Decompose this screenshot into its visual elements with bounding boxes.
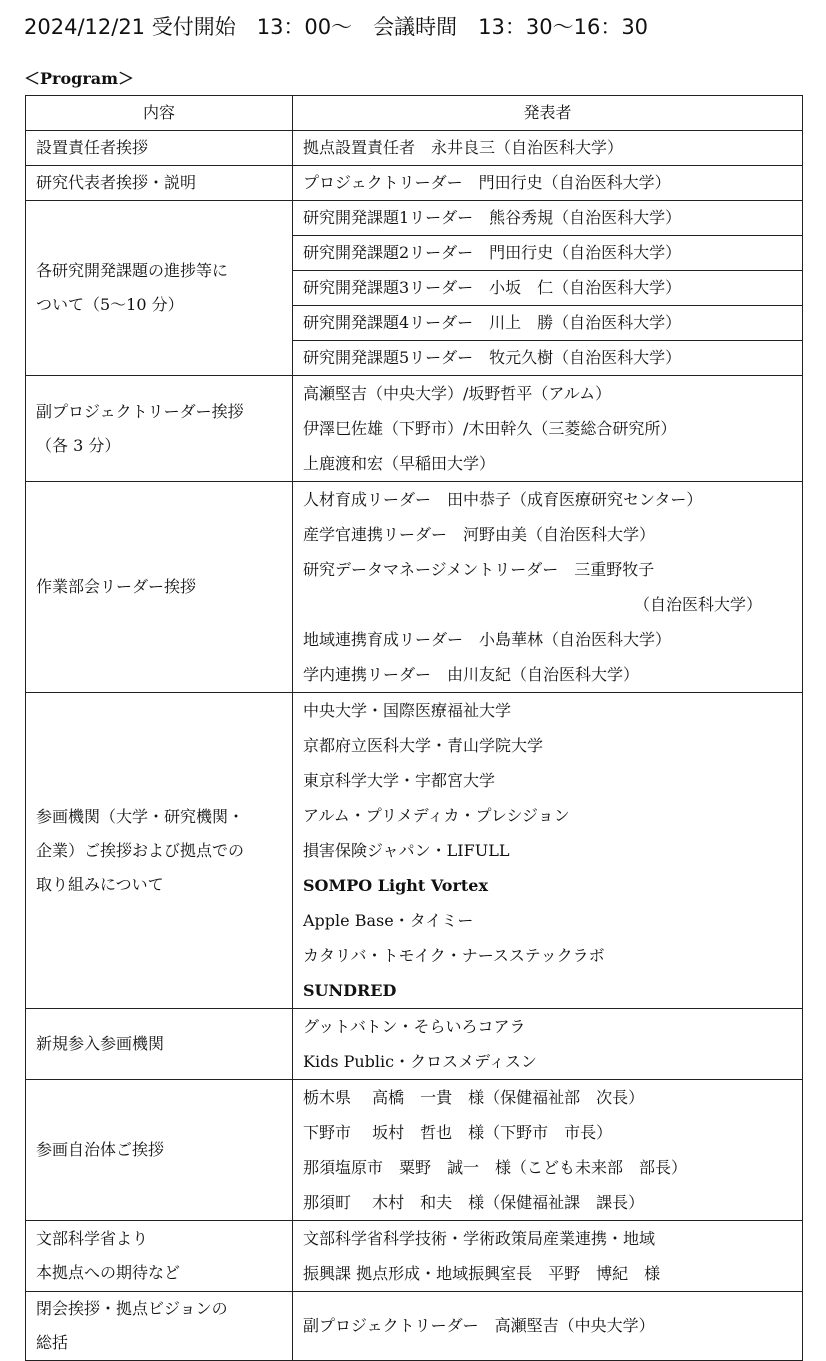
presenter-line: 産学官連携リーダー 河野由美（自治医科大学） (303, 525, 656, 544)
table-row (26, 201, 803, 236)
table-row (26, 693, 803, 1009)
table-row (26, 482, 803, 693)
presenter-cell: 拠点設置責任者 永井良三（自治医科大学） (293, 131, 803, 166)
presenter-line: 人材育成リーダー 田中恭子（成育医療研究センター） (303, 490, 703, 509)
content-line: 取り組みについて (36, 874, 164, 894)
presenter-cell (293, 1009, 803, 1080)
presenter-cell (293, 376, 803, 482)
table-row (26, 1292, 803, 1361)
table-row (26, 1009, 803, 1080)
presenter-line: アルム・プリメディカ・プレシジョン (303, 806, 570, 825)
presenter-line: Apple Base・タイミー (303, 911, 474, 930)
presenter-line: 損害保険ジャパン・LIFULL (303, 841, 510, 860)
presenter-line: 京都府立医科大学・青山学院大学 (303, 736, 544, 755)
content-cell (26, 1292, 293, 1361)
content-line: 閉会挨拶・拠点ビジョンの (36, 1299, 228, 1318)
presenter-cell (293, 1080, 803, 1221)
presenter-line: カタリバ・トモイク・ナースステックラボ (303, 946, 605, 965)
presenter-cell: 研究開発課題1リーダー 熊谷秀規（自治医科大学） (293, 201, 803, 236)
table-row (26, 166, 803, 201)
column-header-content: 内容 (26, 96, 293, 131)
presenter-line: 学内連携リーダー 由川友紀（自治医科大学） (303, 665, 640, 684)
presenter-line: 伊澤巳佐雄（下野市）/木田幹久（三菱総合研究所） (303, 419, 677, 438)
table-row (26, 1080, 803, 1221)
content-cell: 研究代表者挨拶・説明 (26, 166, 293, 201)
content-cell (26, 201, 293, 376)
column-header-presenter: 発表者 (293, 96, 803, 131)
table-row (26, 376, 803, 482)
presenter-line: SUNDRED (303, 981, 397, 1000)
content-line: （各 3 分） (36, 435, 121, 455)
content-cell (26, 376, 293, 482)
content-cell: 新規参入参画機関 (26, 1009, 293, 1080)
presenter-cell: プロジェクトリーダー 門田行史（自治医科大学） (293, 166, 803, 201)
table-header-row (26, 96, 803, 131)
presenter-line: 那須町 木村 和夫 様（保健福祉課 課長） (303, 1193, 645, 1212)
content-cell (26, 1221, 293, 1292)
presenter-line: 文部科学省科学技術・学術政策局産業連携・地域 (303, 1229, 656, 1248)
presenter-line: （自治医科大学） (633, 595, 762, 614)
presenter-cell: 研究開発課題3リーダー 小坂 仁（自治医科大学） (293, 271, 803, 306)
table-row (26, 131, 803, 166)
presenter-cell (293, 693, 803, 1009)
presenter-cell: 研究開発課題4リーダー 川上 勝（自治医科大学） (293, 306, 803, 341)
content-line: 本拠点への期待など (36, 1263, 181, 1282)
content-cell (26, 693, 293, 1009)
table-row (26, 1221, 803, 1292)
presenter-line: 中央大学・国際医療福祉大学 (303, 701, 512, 720)
program-table (25, 95, 803, 1361)
content-line: 各研究開発課題の進捗等に (36, 261, 229, 280)
content-line: 総括 (36, 1333, 69, 1352)
content-cell: 作業部会リーダー挨拶 (26, 482, 293, 693)
program-label: ＜Program＞ (24, 69, 135, 88)
presenter-line: 振興課 拠点形成・地域振興室長 平野 博紀 様 (303, 1264, 661, 1283)
presenter-line: 高瀬堅吉（中央大学）/坂野哲平（アルム） (303, 384, 612, 403)
presenter-line: グットバトン・そらいろコアラ (303, 1017, 526, 1036)
presenter-line: SOMPO Light Vortex (303, 876, 489, 895)
content-line: ついて（5〜10 分） (36, 295, 184, 314)
content-cell: 設置責任者挨拶 (26, 131, 293, 166)
presenter-line: 那須塩原市 粟野 誠一 様（こども未来部 部長） (303, 1158, 688, 1177)
content-line: 参画機関（大学・研究機関・ (36, 806, 245, 826)
presenter-cell (293, 1221, 803, 1292)
presenter-line: 下野市 坂村 哲也 様（下野市 市長） (303, 1123, 613, 1142)
meeting-header: 2024/12/21 受付開始 13：00〜 会議時間 13：30〜16：30 (24, 15, 649, 39)
content-line: 文部科学省より (36, 1229, 149, 1248)
content-cell: 参画自治体ご挨拶 (26, 1080, 293, 1221)
content-line: 企業）ご挨拶および拠点での (36, 840, 245, 860)
presenter-line: 上鹿渡和宏（早稲田大学） (303, 454, 496, 473)
presenter-line: 地域連携育成リーダー 小島華林（自治医科大学） (303, 630, 672, 649)
presenter-line: 栃木県 高橋 一貴 様（保健福祉部 次長） (303, 1088, 645, 1107)
content-line: 副プロジェクトリーダー挨拶 (36, 401, 244, 421)
presenter-cell (293, 482, 803, 693)
presenter-cell: 副プロジェクトリーダー 高瀬堅吉（中央大学） (293, 1292, 803, 1361)
presenter-line: 東京科学大学・宇都宮大学 (303, 771, 496, 790)
presenter-cell: 研究開発課題2リーダー 門田行史（自治医科大学） (293, 236, 803, 271)
presenter-line: Kids Public・クロスメディスン (303, 1052, 537, 1071)
presenter-cell: 研究開発課題5リーダー 牧元久樹（自治医科大学） (293, 341, 803, 376)
presenter-line: 研究データマネージメントリーダー 三重野牧子 (303, 560, 655, 579)
